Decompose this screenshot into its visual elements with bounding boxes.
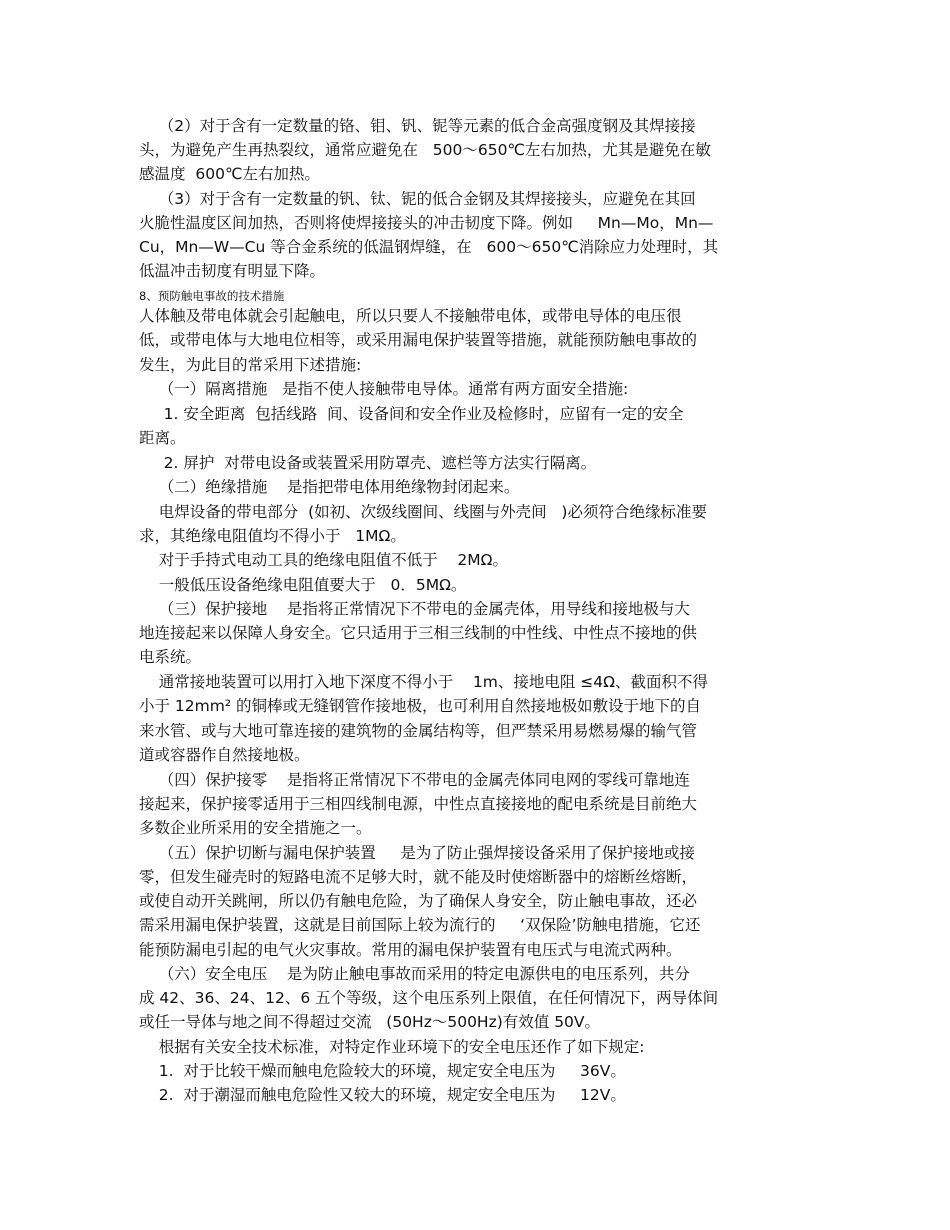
- paragraph-line: 根据有关安全技术标准，对特定作业环境下的安全电压还作了如下规定:: [139, 1038, 645, 1056]
- paragraph-line: 来水管、或与大地可靠连接的建筑物的金属结构等，但严禁采用易燃易爆的输气管: [139, 722, 698, 740]
- paragraph-line: 距离。: [139, 429, 186, 447]
- paragraph-line: 感温度 600℃左右加热。: [139, 165, 320, 183]
- paragraph-line: 小于 12mm² 的铜棒或无缝钢管作接地极，也可利用自然接地极如敷设于地下的自: [139, 697, 701, 715]
- paragraph-line: 零，但发生碰壳时的短路电流不足够大时，就不能及时使熔断器中的熔断丝熔断，: [139, 868, 698, 886]
- paragraph-line: 低，或带电体与大地电位相等，或采用漏电保护装置等措施，就能预防触电事故的: [139, 331, 698, 349]
- paragraph-line: 求，其绝缘电阻值均不得小于 1MΩ。: [139, 527, 406, 545]
- paragraph-line: （3）对于含有一定数量的钒、钛、铌的低合金钢及其焊接接头，应避免在其回: [139, 190, 696, 208]
- paragraph-line: 电系统。: [139, 648, 202, 666]
- paragraph-line: 或任一导体与地之间不得超过交流 (50Hz～500Hz)有效值 50V。: [139, 1013, 601, 1031]
- paragraph-line: 一般低压设备绝缘电阻值要大于 0．5MΩ。: [139, 576, 467, 594]
- paragraph-line: 人体触及带电体就会引起触电，所以只要人不接触带电体，或带电导体的电压很: [139, 307, 682, 325]
- paragraph-line: 需采用漏电保护装置，这就是目前国际上较为流行的 ‘双保险’防触电措施，它还: [139, 916, 701, 934]
- paragraph-line: 地连接起来以保障人身安全。它只适用于三相三线制的中性线、中性点不接地的供: [139, 624, 698, 642]
- paragraph-line: （三）保护接地 是指将正常情况下不带电的金属壳体，用导线和接地极与大: [139, 600, 690, 618]
- paragraph-line: 低温冲击韧度有明显下降。: [139, 262, 326, 280]
- paragraph-line: 头，为避免产生再热裂纹，通常应避免在 500～650℃左右加热，尤其是避免在敏: [139, 141, 711, 159]
- paragraph-line: （五）保护切断与漏电保护装置 是为了防止强焊接设备采用了保护接地或接: [139, 844, 695, 862]
- paragraph-line: 或使自动开关跳闸，所以仍有触电危险，为了确保人身安全，防止触电事故，还必: [139, 892, 698, 910]
- paragraph-line: （六）安全电压 是为防止触电事故而采用的特定电源供电的电压系列，共分: [139, 965, 690, 983]
- paragraph-line: 对于手持式电动工具的绝缘电阻值不低于 2MΩ。: [139, 551, 508, 569]
- paragraph-line: 火脆性温度区间加热，否则将使焊接接头的冲击韧度下降。例如 Mn—Mo，Mn—: [139, 214, 714, 232]
- paragraph-line: 接起来，保护接零适用于三相四线制电源，中性点直接接地的配电系统是目前绝大: [139, 795, 698, 813]
- paragraph-line: 成 42、36、24、12、6 五个等级，这个电压系列上限值，在任何情况下，两导体间: [139, 989, 719, 1007]
- paragraph-line: 多数企业所采用的安全措施之一。: [139, 819, 372, 837]
- paragraph-line: （四）保护接零 是指将正常情况下不带电的金属壳体同电网的零线可靠地连: [139, 771, 690, 789]
- paragraph-line: 2. 对于潮湿而触电危险性又较大的环境，规定安全电压为 12V。: [139, 1086, 626, 1104]
- section-heading: 8、预防触电事故的技术措施: [139, 289, 285, 303]
- paragraph-line: 1. 安全距离 包括线路 间、设备间和安全作业及检修时，应留有一定的安全: [139, 405, 684, 423]
- paragraph-line: 发生，为此目的常采用下述措施:: [139, 356, 362, 374]
- paragraph-line: 能预防漏电引起的电气火灾事故。常用的漏电保护装置有电压式与电流式两种。: [139, 941, 682, 959]
- paragraph-line: 2. 屏护 对带电设备或装置采用防罩壳、遮栏等方法实行隔离。: [139, 454, 597, 472]
- paragraph-line: 电焊设备的带电部分 (如初、次级线圈间、线圈与外壳间 )必须符合绝缘标准要: [139, 503, 707, 521]
- paragraph-line: 道或容器作自然接地极。: [139, 746, 310, 764]
- paragraph-line: 通常接地装置可以用打入地下深度不得小于 1m、接地电阻 ≤4Ω、截面积不得: [139, 673, 708, 691]
- paragraph-line: 1. 对于比较干燥而触电危险较大的环境，规定安全电压为 36V。: [139, 1062, 626, 1080]
- paragraph-line: （一）隔离措施 是指不使人接触带电导体。通常有两方面安全措施:: [139, 380, 629, 398]
- paragraph-line: （2）对于含有一定数量的铬、钼、钒、铌等元素的低合金高强度钢及其焊接接: [139, 117, 696, 135]
- paragraph-line: Cu，Mn—W—Cu 等合金系统的低温钢焊缝，在 600～650℃消除应力处理时，其: [139, 238, 719, 256]
- paragraph-line: （二）绝缘措施 是指把带电体用绝缘物封闭起来。: [139, 478, 520, 496]
